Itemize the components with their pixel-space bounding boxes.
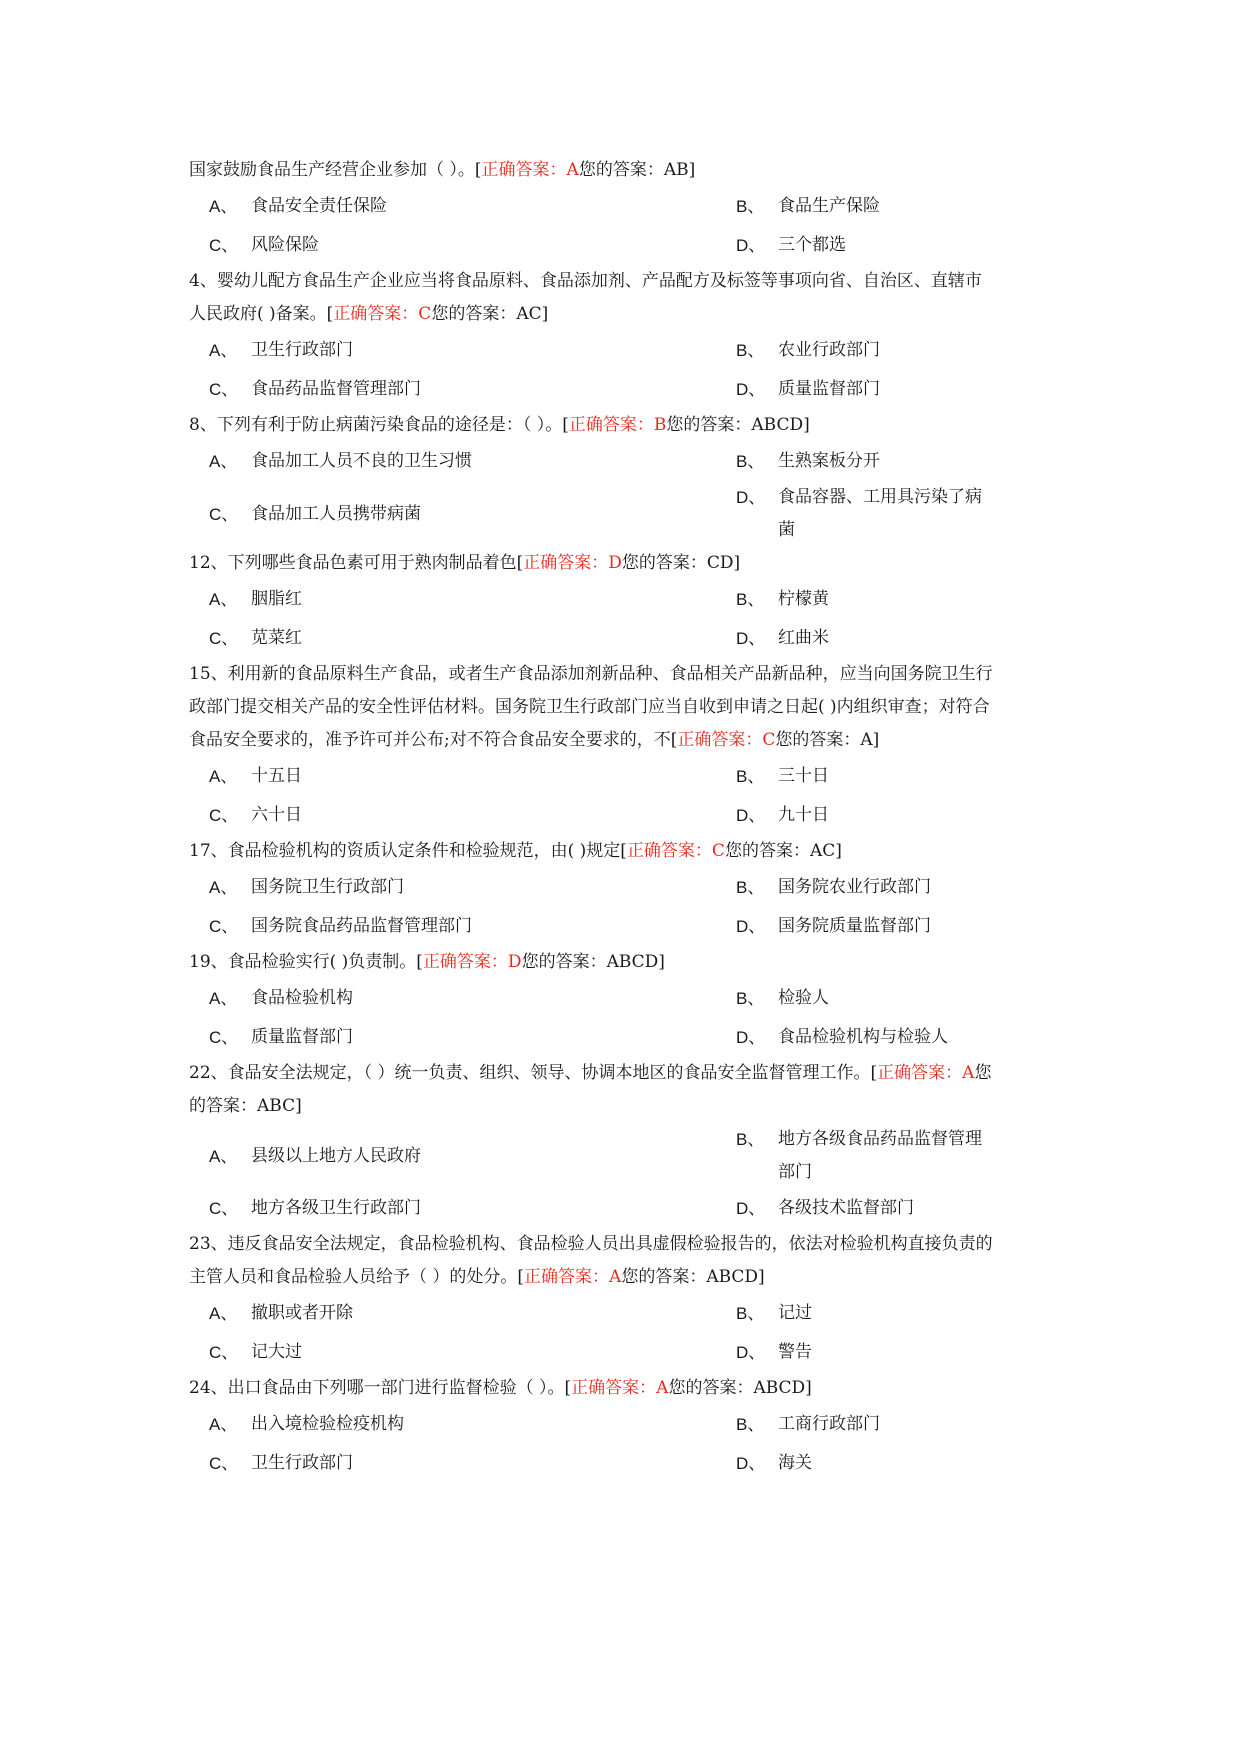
your-answer: 您的答案：A] [775, 730, 880, 750]
question-text: 8、下列有利于防止病菌污染食品的途径是：（ ）。[正确答案：B您的答案：ABCD] [189, 415, 810, 435]
option-row [189, 979, 995, 1018]
question-block [189, 835, 995, 946]
option-row [189, 442, 995, 481]
option-d: D、 海关 [736, 1453, 812, 1473]
option-a: A、 食品加工人员不良的卫生习惯 [209, 451, 472, 471]
option-b: B、 地方各级食品药品监督管理部门 [736, 1129, 982, 1182]
question-text: 国家鼓励食品生产经营企业参加（ ）。[正确答案：A您的答案：AB] [189, 160, 696, 180]
option-d: D、 警告 [736, 1342, 812, 1362]
question-block [189, 658, 995, 835]
question-block [189, 946, 995, 1057]
option-row [189, 1294, 995, 1333]
question-block [189, 1228, 995, 1372]
option-b: B、 农业行政部门 [736, 340, 880, 360]
option-d: D、 各级技术监督部门 [736, 1198, 914, 1218]
option-b: B、 工商行政部门 [736, 1414, 880, 1434]
question-block [189, 547, 995, 658]
your-answer: 您的答案：ABC] [189, 1063, 992, 1116]
correct-answer: 正确答案：A [481, 160, 579, 180]
option-a: A、 县级以上地方人民政府 [209, 1145, 421, 1166]
option-b: B、 柠檬黄 [736, 589, 829, 609]
option-c: C、 食品加工人员携带病菌 [209, 503, 421, 524]
option-row [189, 187, 995, 226]
option-d: D、 红曲米 [736, 628, 829, 648]
option-row [189, 796, 995, 835]
option-a: A、 食品安全责任保险 [209, 196, 387, 216]
question-text: 15、利用新的食品原料生产食品，或者生产食品添加剂新品种、食品相关产品新品种，应当向国务院卫生行政部门提交相关产品的安全性评估材料。国务院卫生行政部门应当自收到申请之日起( )内组织审查；对符合食品安全要求的，准予许可并公布;对不符合食品安全要求的，不[正确答案：C您的答案：A] [189, 664, 993, 750]
question-text: 17、食品检验机构的资质认定条件和检验规范，由( )规定[正确答案：C您的答案：AC] [189, 841, 842, 861]
option-row [189, 1189, 995, 1228]
question-text: 4、婴幼儿配方食品生产企业应当将食品原料、食品添加剂、产品配方及标签等事项向省、自治区、直辖市人民政府( )备案。[正确答案：C您的答案：AC] [189, 271, 982, 324]
question-text: 19、食品检验实行( )负责制。[正确答案：D您的答案：ABCD] [189, 952, 665, 972]
correct-answer: 正确答案：A [524, 1267, 622, 1287]
option-d: D、 九十日 [736, 805, 829, 825]
option-row [189, 757, 995, 796]
option-c: C、 苋菜红 [209, 628, 302, 648]
question-block [189, 1057, 995, 1228]
question-block [189, 409, 995, 547]
question-block [189, 1372, 995, 1483]
option-row [189, 331, 995, 370]
option-a: A、 国务院卫生行政部门 [209, 877, 404, 897]
option-b: B、 记过 [736, 1303, 812, 1323]
correct-answer: 正确答案：C [333, 304, 432, 324]
option-row [189, 619, 995, 658]
correct-answer: 正确答案：D [422, 952, 522, 972]
your-answer: 您的答案：ABCD] [666, 415, 810, 435]
option-row [189, 1018, 995, 1057]
correct-answer: 正确答案：A [571, 1378, 669, 1398]
your-answer: 您的答案：AB] [578, 160, 696, 180]
correct-answer: 正确答案：C [626, 841, 725, 861]
your-answer: 您的答案：AC] [431, 304, 549, 324]
option-row [189, 1444, 995, 1483]
option-c: C、 卫生行政部门 [209, 1453, 353, 1473]
option-row [189, 1333, 995, 1372]
question-block [189, 265, 995, 409]
your-answer: 您的答案：ABCD] [521, 952, 665, 972]
option-a: A、 撤职或者开除 [209, 1303, 353, 1323]
option-row [189, 370, 995, 409]
question-text: 23、违反食品安全法规定，食品检验机构、食品检验人员出具虚假检验报告的，依法对检验机构直接负责的主管人员和食品检验人员给予（ ）的处分。[正确答案：A您的答案：ABCD] [189, 1234, 993, 1287]
option-a: A、 十五日 [209, 766, 302, 786]
correct-answer: 正确答案：B [568, 415, 667, 435]
option-c: C、 记大过 [209, 1342, 302, 1362]
option-row [189, 868, 995, 907]
option-b: B、 检验人 [736, 988, 829, 1008]
option-c: C、 六十日 [209, 805, 302, 825]
option-b: B、 国务院农业行政部门 [736, 877, 931, 897]
your-answer: 您的答案：ABCD] [668, 1378, 812, 1398]
option-a: A、 胭脂红 [209, 589, 302, 609]
option-d: D、 国务院质量监督部门 [736, 916, 931, 936]
option-row [189, 1405, 995, 1444]
option-d: D、 食品容器、工用具污染了病菌 [736, 487, 982, 540]
option-c: C、 地方各级卫生行政部门 [209, 1198, 421, 1218]
option-c: C、 食品药品监督管理部门 [209, 379, 421, 399]
option-row [189, 226, 995, 265]
correct-answer: 正确答案：D [523, 553, 622, 573]
option-b: B、 食品生产保险 [736, 196, 880, 216]
your-answer: 您的答案：CD] [621, 553, 741, 573]
option-c: C、 质量监督部门 [209, 1027, 353, 1047]
option-c: C、 风险保险 [209, 235, 319, 255]
option-row [189, 481, 995, 547]
quiz-document [189, 154, 995, 1483]
question-text: 22、食品安全法规定，（ ）统一负责、组织、领导、协调本地区的食品安全监督管理工作。[正确答案：A您的答案：ABC] [189, 1063, 992, 1116]
option-row [189, 1123, 995, 1189]
correct-answer: 正确答案：A [877, 1063, 975, 1083]
your-answer: 您的答案：ABCD] [621, 1267, 765, 1287]
option-row [189, 907, 995, 946]
your-answer: 您的答案：AC] [724, 841, 842, 861]
question-text: 12、下列哪些食品色素可用于熟肉制品着色[正确答案：D您的答案：CD] [189, 553, 741, 573]
question-block [189, 154, 995, 265]
option-a: A、 食品检验机构 [209, 988, 353, 1008]
option-c: C、 国务院食品药品监督管理部门 [209, 916, 472, 936]
option-a: A、 出入境检验检疫机构 [209, 1414, 404, 1434]
correct-answer: 正确答案：C [677, 730, 776, 750]
option-d: D、 三个都选 [736, 235, 846, 255]
option-row [189, 580, 995, 619]
option-b: B、 三十日 [736, 766, 829, 786]
option-d: D、 质量监督部门 [736, 379, 880, 399]
option-b: B、 生熟案板分开 [736, 451, 880, 471]
option-d: D、 食品检验机构与检验人 [736, 1027, 948, 1047]
option-a: A、 卫生行政部门 [209, 340, 353, 360]
question-text: 24、出口食品由下列哪一部门进行监督检验（ ）。[正确答案：A您的答案：ABCD] [189, 1378, 812, 1398]
